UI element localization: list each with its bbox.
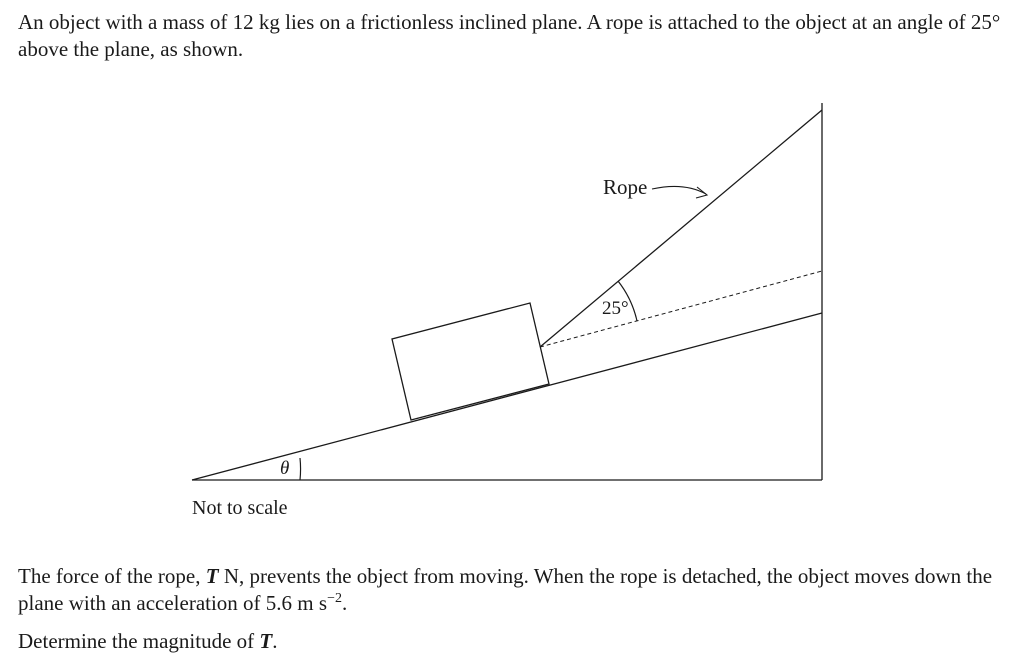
- followup-text-end: .: [341, 591, 348, 615]
- acceleration-exponent: −2: [327, 591, 342, 606]
- incline-angle-label: θ: [280, 458, 290, 479]
- rope-line: [540, 110, 822, 347]
- followup-text-1: The force of the rope,: [18, 564, 206, 588]
- problem-followup: [18, 563, 1008, 617]
- problem-intro: An object with a mass of 12 kg lies on a frictionless inclined plane. A rope is attached to the object at an angle of 25° above the plane, as shown.: [18, 10, 1001, 61]
- question-tension-symbol: T: [259, 629, 273, 653]
- parallel-reference-dashed-line: [540, 271, 822, 347]
- rope-angle-label: 25°: [602, 298, 629, 319]
- question-text: Determine the magnitude of: [18, 629, 260, 653]
- rope-label: Rope: [603, 175, 648, 199]
- question-text-end: .: [272, 629, 278, 653]
- followup-text-2: N, prevents the object from moving. When the rope is detached, the object moves down the plane with an acceleration of 5.6 m s: [18, 564, 993, 615]
- tension-symbol: T: [205, 564, 219, 588]
- rope-pointer-arrowhead: [696, 187, 707, 198]
- incline-angle-arc: [300, 458, 301, 480]
- problem-question: [18, 628, 1008, 655]
- object-block: [392, 303, 549, 420]
- scale-note: Not to scale: [192, 497, 288, 519]
